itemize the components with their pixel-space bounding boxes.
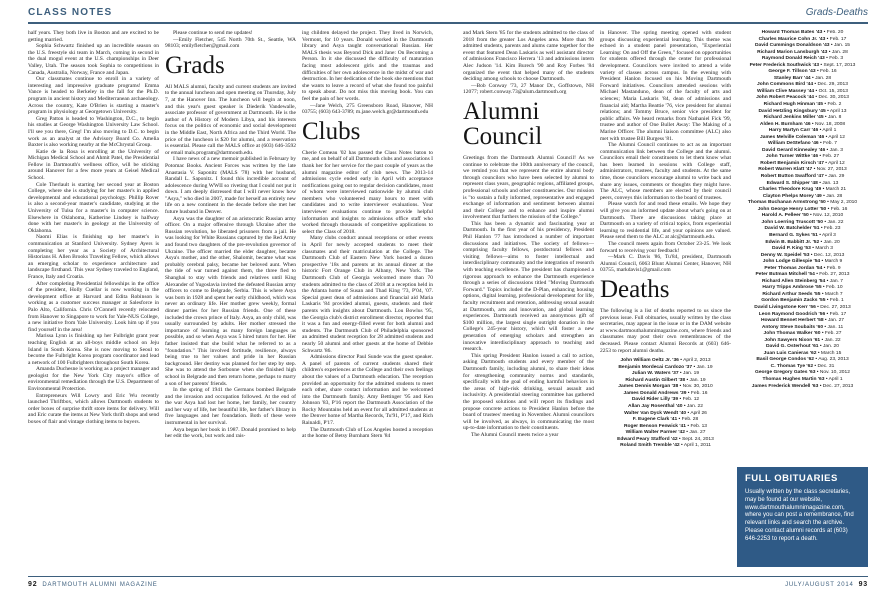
death-entry: Richard Jenkins Miller '45 • Jan. 8 [763, 115, 842, 121]
death-name: James Donald Andrews '39 [623, 390, 687, 396]
death-name: George Gregory Gates '63 [755, 370, 816, 376]
paragraph: half years. They both live in Boston and are excited to be getting married. [28, 30, 159, 43]
paragraph: Please continue to send me updates! [173, 30, 253, 36]
death-date: Feb. 13 [690, 423, 708, 429]
death-date: Sept. 17, 2013 [823, 62, 856, 68]
death-entry: Robert Button Swafford '47 • Jan. 29 [760, 174, 845, 180]
death-name: John Sawyers Nixon '61 [764, 337, 821, 343]
death-name: Antony Steve Soubaits '60 [761, 324, 824, 330]
death-entry: Denny W. Speidel '53 • Dec. 12, 2013 [760, 252, 845, 258]
death-date: Dec. 31 [817, 363, 835, 369]
death-entry: David Livingstone Kerr '56 • Dec. 27, 2013 [754, 304, 851, 310]
title-line: Council [463, 122, 543, 150]
death-entry: Harry Martyn Carr '46 • April 1 [768, 128, 837, 134]
death-name: Harry Tripps Ambrose '55 [762, 285, 822, 291]
death-entry: Edwin B. Babbitt Jr. '52 • Jan. 20 [765, 239, 840, 245]
death-date: Feb. 2 [827, 102, 842, 108]
death-entry: Peter Butman Mitchell '54 • Feb. 27, 2013 [755, 272, 850, 278]
death-name: Roland Smith Tremble '42 [620, 443, 680, 449]
death-entry: William DeStefano '46 • Feb. 7 [768, 141, 837, 147]
death-date: April 12 [828, 134, 845, 140]
death-date: Dec. 27, 2013 [820, 304, 851, 310]
death-date: Nov. 12, 2010 [813, 213, 844, 219]
death-entry: James Donald Andrews '39 • Feb. 16 [623, 390, 708, 396]
death-date: Feb. 9 [826, 265, 841, 271]
footer-right [785, 581, 868, 588]
death-entry: Roger Benson Fenwick '41 • Feb. 13 [623, 423, 708, 429]
deaths-intro: The following is a list of deaths reported to us since the previous issue. Full obituaries, usually written by the class secretaries, may appear in the issue or in the DAM website at www.dartmouthalumnimagazine.com, where friends and classmates may post their own remembrances of the deceased. Please contact Alumni Records at (603) 646-2253 to report alumni deaths. [600, 307, 731, 354]
death-date: Jan. 22 [824, 337, 841, 343]
death-name: David W. Batchelder '51 [764, 226, 820, 232]
paragraph: I have news of a new memoir published in February by Potomac Books. Ancient Forces was written by the late Anastasia V. Saponitz (MALS '78) with her husband, Randall L. Saponitz. I found this incredible account of adolescence during WWII so riveting that I could not put it down. I am deeply distressed that I will never know how "Asya," who died in 2007, made for herself an entirely new life on a new continent in the decade before she met her future husband in Denver. [165, 156, 296, 216]
death-name: Robert Button Swafford '47 [760, 174, 824, 180]
column-3 [302, 30, 433, 574]
death-name: Howard Thomas Bates '43 [761, 30, 823, 35]
contact-signature: —Emily Fletcher, 545 North 70th St., Seattle, WA 98103; emilyfletcher@gmail.com [165, 36, 296, 50]
death-entry: John Turner Wittke '46 • Feb. 27 [765, 154, 840, 160]
death-name: John William Oeltz Jr. '36 [620, 358, 679, 364]
death-date: Nov. 27, 2013 [816, 167, 847, 173]
death-name: Harold A. Pelleer '50 [761, 213, 809, 219]
death-entry: Howard Thomas Bates '43 • Feb. 20 [761, 30, 844, 35]
death-date: Jan. 27 [827, 318, 845, 324]
death-name: Richard Arthur Seeds '55 [762, 291, 821, 297]
death-date: Jan. 28 [826, 193, 843, 199]
death-name: Allan Jay Rosenthal '40 [628, 403, 683, 409]
death-date: Jan. 28 [815, 75, 832, 81]
death-name: David G. Osterhout '61 [765, 344, 819, 350]
death-entry: William Clive Massey '44 • Oct. 15, 2013 [757, 88, 848, 94]
death-entry: Richard Hugh Hinman '45 • Feb. 2 [763, 102, 842, 108]
death-date: March 9 [824, 259, 843, 265]
obituaries-box-title: FULL OBITUARIES [745, 473, 838, 484]
section-title-grads: Grads [165, 51, 225, 79]
paragraph: ing children delayed the project. They lived in Norwich, Vermont, for 10 years. Donald worked in the Dartmouth library and Asya taught conversational Russian. Her MALS thesis was Beyond Dick and Jane: On Becoming a Person. In it she discussed the difficulty of maturation facing most adolescent girls and the traumas and difficulties of her own adolescence in the midst of war and destruction. In her dedication of the book she mentions that she wants to leave a record of what she found too painful to speak about. Do not miss this moving book. You can feel the pain of her words. [302, 30, 433, 102]
paragraph: Amanda Duchesne is working as a project manager and geologist for the New York City mayor's office of environmental remediation through the U.S. Department of Environmental Protection. [28, 366, 159, 393]
death-entry: Charles Maurice Cohn Jr. '43 • Feb. 17 [758, 36, 847, 42]
death-entry: Alden H. Burnham '46 • Nov. 18, 2008 [759, 121, 846, 127]
paragraph: Admissions director Paul Sunde was the guest speaker. A panel of parents of current students shared their children's experiences at the College and their own feelings about the values of a Dartmouth education. The reception provided an opportunity for the admitted students to meet each other, share contact information and be welcomed into the Dartmouth family. Amy Bettinger '95 and Ken Johnson '83, P'16 report the Dartmouth Association of the Rocky Mountains held an event for all admitted students at the Denver home of Martha Records, Tu'91, P'17, and Rich Rainaldi, P'17. [302, 354, 433, 427]
death-name: David Livingstone Kerr '56 [754, 304, 816, 310]
death-entry: Thomas Hughes Martin '63 • April 1 [762, 376, 843, 382]
death-entry: Edward S. Shipper '48 • Jan. 13 [766, 180, 839, 186]
column-2 [165, 30, 296, 574]
paragraph: Marissa Lynn is finishing up her Fulbright grant year teaching English at an all-boys middle school on Jeju Island in South Korea. She is now moving to Seoul to become the Fulbright Korea program coordinator and lead a network of 100 Fulbrighters throughout South Korea. [28, 333, 159, 366]
death-entry: John Lodge Gillespie '54 • March 9 [762, 259, 843, 265]
death-date: Feb. 1 [829, 298, 844, 304]
death-entry: Roland Smith Tremble '42 • April 1, 2011 [620, 443, 711, 449]
death-entry: Richard Allen Steinberg '54 • Jan. 7 [762, 278, 843, 284]
death-date: Feb. 27 [824, 331, 842, 337]
paragraph: The Alumni Council continues to act as an important communication link between the College and the alumni. Councilors email their constituents to let them know what has been learned in sessions with College staff, administrators, trustees, faculty and students. At the same time, those councilors encourage alumni to write back and share any issues, comments or thoughts they might have. The ALC, whose members are elected by their council peers, conveys this information to the board of trustees. [600, 142, 731, 201]
death-entry: James Melville Coleman '46 • April 12 [760, 134, 845, 140]
death-date: Dec. 12, 2013 [813, 252, 845, 258]
death-date: March 15 [820, 350, 842, 356]
paragraph: Greetings from the Dartmouth Alumni Council! As we continue to celebrate the 100th anniversary of the council, we remind you that we represent the entire alumni body through councilors who have been selected by alumni to represent class years, geographic regions, affiliated groups, professional schools and other constituencies. Our mission is "to sustain a fully informed, representative and engaged exchange of information and sentiment between alumni and their College and to enhance and inspire alumni involvement that furthers the mission of the College." [463, 154, 594, 221]
death-date: April 2, 2013 [683, 358, 711, 364]
death-date: Feb. 16 [690, 390, 708, 396]
footer-left [28, 581, 158, 588]
paragraph: Naomi Elias is finishing up her master's in communication at Stanford University. Sydney Ayers is completing her year as a Society of Architectural Historians H. Allen Brooks Traveling Fellow, which allows an emerging scholar to experience architecture and landscape firsthand. This year Sydney traveled to England, France, Italy and Croatia. [28, 234, 159, 280]
death-entry: F. Eugene Clark '41 • Feb. 28 [632, 417, 699, 423]
death-date: Jan. 15 [833, 43, 851, 49]
death-date: Nov. 10, 2012 [819, 370, 850, 376]
top-rule [28, 22, 868, 24]
death-entry: George Gregory Gates '63 • Nov. 10, 2012 [755, 370, 850, 376]
death-date: Feb. 17 [829, 36, 847, 42]
death-date: Jan. 22 [686, 403, 703, 409]
death-name: Julian W. Waters '37 [631, 371, 679, 377]
death-entry: Charles Theodore Krug '49 • March 21 [758, 187, 847, 193]
death-date: Nov. 18, 2008 [814, 121, 846, 127]
section-header: CLASS NOTES [28, 7, 113, 18]
death-entry: Robert Benjamin Kirsch '47 • April 12 [760, 160, 845, 166]
death-name: John Robert Peacock '44 [756, 95, 815, 101]
death-name: Peter Frederick Southwick '43 [749, 62, 820, 68]
death-entry: John Thomas Walker '60 • Feb. 27 [763, 331, 842, 337]
death-name: William Walter Parmer '42 [625, 430, 685, 436]
contact-signature: —Bob Conway '73, 27 Manor Dr., Goffstown, NH 12077; robert.conway.73@alum.dartmouth.org [463, 82, 594, 96]
death-name: David P. King '53 [772, 246, 811, 252]
death-entry: Richard Arthur Seeds '55 • March 7 [762, 291, 843, 297]
death-entry: George F. Tillson '43 • Feb. 16 [768, 69, 837, 75]
death-entry: Peter Frederick Southwick '43 • Sept. 17, 2013 [749, 62, 856, 68]
death-name: William Clive Massey '44 [757, 88, 815, 94]
death-date: Jan. 29 [828, 174, 845, 180]
death-name: John Loerring Truscott '50 [761, 219, 823, 225]
death-name: Robert Warren Klatt '47 [758, 167, 813, 173]
paragraph: After completing Presidential fellowships in the office of the president, Holly Cuellar is now working in the development office at Harvard and Edita Robinson is working as a customer success manager at Salesforce in Palo Alto, California. Chris O'Connell recently relocated from Hanover to Singapore to work for Yale-NUS College, a new initiative from Yale University. Look him up if you find yourself in the area! [28, 280, 159, 333]
death-name: James Melville Coleman '46 [760, 134, 825, 140]
death-entry: Bernard G. Sykes '51 • April 3 [769, 232, 836, 238]
death-entry: Edward Peary Stafford '42 • Sept. 24, 2013 [617, 436, 714, 442]
death-name: Richard Allen Steinberg '54 [762, 278, 826, 284]
death-name: John Thomas Walker '60 [763, 331, 821, 337]
death-name: David Gerard Kinnealey '46 [762, 147, 826, 153]
paragraph: Katie de la Rosa is enrolling at the University of Michigan Medical School and Ahmit Patel, the Presidential Fellow in Dartmouth's wellness office, will be sticking around Hanover for a few more years at Geisel Medical School. [28, 148, 159, 182]
death-date: Nov. 30, 2010 [682, 384, 713, 390]
section-title-alumni-council [463, 99, 594, 149]
section-title-deaths: Deaths [600, 275, 670, 303]
page-subheader: Grads-Deaths [805, 7, 868, 18]
death-entry: Juan Luis Canieras '62 • March 15 [763, 350, 842, 356]
death-name: Basil George Condos '62 [756, 357, 815, 363]
death-date: March 21 [825, 187, 847, 193]
death-entry: Harold A. Pelleer '50 • Nov. 12, 2010 [761, 213, 844, 219]
death-date: April 13 [829, 108, 847, 114]
paragraph: Greg Patton is headed to Washington, D.C., to begin his studies at George Washington University Law School. I'll see you there, Greg! I'm also moving to D.C. to begin work as an analyst at the Advisory Board Co. Amelia Baxter is also working nearby at the McChrystal Group. [28, 115, 159, 149]
death-date: Feb. 27 [822, 154, 840, 160]
death-entry: Howard Bennet Herbert '58 • Jan. 27 [760, 318, 845, 324]
paragraph: Cole Therlault is starting her second year at Boston College, where she is studying for her master's in applied developmental and educational psychology. Phillip Rover is also a second-year master's candidate, studying at the University of Tulsa for a master's in computer science. Elsewhere in Oklahoma, Katherine Lindsey is halfway done with her master's in geology at the University of Oklahoma. [28, 181, 159, 234]
paragraph: The Dartmouth Club of Los Angeles hosted a reception at the home of Betsy Burnham Stern '84 [302, 426, 433, 440]
paragraph: Many clubs conduct annual receptions or other events in April for newly accepted students to meet their classmates and their matriculation at the College. The Dartmouth Club of Eastern New York hosted a dozen prospective '18s and parents at its annual dinner at the historic Fort Orange Club in Albany, New York. The Dartmouth Club of Georgia welcomed more than 70 students admitted to the class of 2018 at a reception held in the Atlanta home of Susan and Thad King '73, P'04, '07. Special guest dean of admissions and financial aid Maria Laskaris '84 provided alumni, guests, students and their parents with insights about Dartmouth. Lou Bowlus '95, the Georgia club's district enrollment director, reported that it was a fun and energy-filled event for both alumni and students. The Dartmouth Club of Philadelphia sponsored an admitted student reception for 28 admitted students and nearly 50 alumni and other guests at the home of Debbie Schwartz '86. [302, 235, 433, 354]
death-entry: Stanley Barr '44 • Jan. 28 [773, 75, 832, 81]
paragraph: Our classmates continue to enroll in a variety of interesting and impressive graduate programs! Emma Vance is headed to Berkeley in the fall for the Ph.D. program in ancient history and Mediterranean archaeology. Across the country, Kate O'Brien is starting a master's program in physiology at Georgetown University. [28, 76, 159, 116]
death-name: David Rider Lilly '39 [631, 397, 679, 403]
death-date: April 3 [822, 232, 836, 238]
death-date: April 26 [690, 410, 707, 416]
column-4 [463, 30, 594, 574]
death-date: May 2, 2010 [830, 200, 858, 206]
death-date: Feb. 16 [820, 69, 837, 75]
death-name: David Hetzling Kingsbury '45 [758, 108, 826, 114]
obituaries-box-text: Usually written by the class secretaries, may be found at our website, www.dartmouthalumnimagazine.com, where you can post a remembrance, find relevant links and search the archive. Please contact alumni records at (603) 646-2253 to report a death. [745, 489, 854, 542]
section-title-clubs: Clubs [302, 117, 361, 145]
death-entry: John George Henry Lotter '50 • Feb. 16 [757, 206, 848, 212]
death-entry: John Loerring Truscott '50 • Jan. 22 [761, 219, 844, 225]
death-date: Feb. 17 [829, 311, 847, 317]
death-entry: Walter Van Dyck Wendt '40 • April 26 [624, 410, 707, 416]
death-date: Feb. 16 [830, 206, 848, 212]
contact-signature: —Jane Welch, 275 Greensboro Road, Hanover, NH 03755; (603) 643-3789; m.jane.welch.gr@dartmouth.edu [302, 102, 433, 116]
death-entry: Peter Thomas Jordan '54 • Feb. 9 [764, 265, 841, 271]
deaths-list [600, 358, 731, 450]
death-date: Jan. 11 [827, 324, 844, 330]
death-date: Feb. 27, 2013 [819, 272, 850, 278]
death-name: David Cummings Donaldson '43 [754, 43, 830, 49]
column-1 [28, 30, 159, 574]
death-name: Peter Thomas Jordan '54 [764, 265, 823, 271]
death-entry: David Hetzling Kingsbury '45 • April 13 [758, 108, 847, 114]
death-name: Roger Benson Fenwick '41 [623, 423, 686, 429]
death-entry: Antony Steve Soubaits '60 • Jan. 11 [761, 324, 844, 330]
death-date: Dec. 29, 2013 [817, 82, 848, 88]
death-entry: John Sawyers Nixon '61 • Jan. 22 [764, 337, 841, 343]
death-date: Feb. 3 [829, 56, 844, 62]
death-entry: Gordon Benjamin Zacks '55 • Feb. 1 [761, 298, 844, 304]
death-entry: Clayton Phelps Morey '49 • Jan. 28 [762, 193, 843, 199]
death-date: Jan. 22 [827, 219, 844, 225]
death-name: C. Thomas Tye '62 [770, 363, 814, 369]
death-name: Peter Butman Mitchell '54 [755, 272, 815, 278]
death-entry: David Cummings Donaldson '43 • Jan. 15 [754, 43, 851, 49]
death-name: Leon Raymond Goodrich '56 [758, 311, 826, 317]
paragraph: This has been a dynamic and fascinating year at Dartmouth. In the first year of his presidency, President Phil Hanlon '77 has introduced a number of important discussions and initiatives. The society of fellows—comprising faculty fellows, postdoctoral fellows and visiting fellows—aims to foster intellectual and interdisciplinary community and the integration of research with teaching excellence. The president has championed a rigorous approach to enhance the Dartmouth experience through a series of discussions titled "Moving Dartmouth Forward." Topics included the D-Plan, enhancing housing options, digital learning, professional development for life, faculty recruitment and retention, addressing sexual assault at Dartmouth, arts and innovation, and global learning experiences. Dartmouth received an anonymous gift of $100 million, the largest single outright donation in the College's 245-year history, which will foster a new generation of emerging scholars and strengthen an innovative interdisciplinary approach to teaching and research. [463, 220, 594, 353]
death-date: Feb. 23 [823, 226, 841, 232]
death-entry: Leon Raymond Goodrich '56 • Feb. 17 [758, 311, 847, 317]
death-entry: Richard Marion Lansburgh '43 • Jan. 28 [757, 49, 848, 55]
death-entry: James Dennis Morgan '38 • Nov. 30, 2010 [618, 384, 713, 390]
death-date: Feb. 10 [826, 285, 843, 291]
death-entry: Basil George Condos '62 • Aug. 23, 2013 [756, 357, 849, 363]
death-date: Jan. 7 [829, 278, 843, 284]
death-entry: David W. Batchelder '51 • Feb. 23 [764, 226, 841, 232]
death-entry: Julian W. Waters '37 • Jan. 19 [631, 371, 700, 377]
title-line: Alumni [463, 97, 540, 125]
death-name: Gordon Benjamin Zacks '55 [761, 298, 826, 304]
death-entry: John Commons Bird '44 • Dec. 29, 2013 [757, 82, 848, 88]
death-name: Thomas Buchanan Armstrong '50 [747, 200, 826, 206]
death-entry: David P. King '53 • March 3 [772, 246, 833, 252]
death-entry: David Rider Lilly '39 • Feb. 12 [631, 397, 700, 403]
death-date: April 1, 2011 [683, 443, 711, 449]
death-entry: Richard Austin Gilbert '38 • Jan. 19 [625, 377, 706, 383]
contact-signature: —Mark C. Davis '86, Tu'84, president, Dartmouth Alumni Council, 6063 Blunt Alumni Center, Hanover, NH 03755, markdavis1@gmail.com [600, 254, 731, 274]
death-name: Clayton Phelps Morey '49 [762, 193, 822, 199]
footer-magazine-title: DARTMOUTH ALUMNI MAGAZINE [42, 582, 158, 588]
death-name: F. Eugene Clark '41 [632, 417, 678, 423]
bottom-rule [28, 576, 868, 577]
death-name: Edwin B. Babbitt Jr. '52 [765, 239, 820, 245]
death-date: Jan. 19 [689, 377, 706, 383]
death-entry: William Walter Parmer '42 • Jan. 27 [625, 430, 706, 436]
death-date: Feb. 28 [681, 417, 699, 423]
paragraph: In the spring of 1941 the Germans bombed Belgrade and the invasion and occupation followed. At the end of the war Asya had lost her home, her family, her country and her way of life, her beautiful life, her father's library in five languages and her foundation. Both of these were instrumental in her survival. [165, 387, 296, 427]
paragraph: and Mark Stern '85 for the students admitted to the class of 2018 from the greater Los Angeles area. More than 90 admitted students, parents and alums came together for the event that featured Dean Laskaris as well assistant director of admissions Francisco Herrera '13 and admissions intern Alec Judson '14. Kim Burech '90 and Roy Forbes '84 organized the event that helped many of the students deciding among schools to choose Dartmouth. [463, 30, 594, 83]
death-entry: Harry Tripps Ambrose '55 • Feb. 10 [762, 285, 843, 291]
death-date: Jan. 19 [683, 371, 700, 377]
death-name: John Commons Bird '44 [757, 82, 814, 88]
death-date: Jan. 27 [689, 430, 706, 436]
paragraph: Entrepreneurs Will Lowry and Eric Wu recently launched Thriftbox, which allows Dartmouth students to order boxes of surprise thrift store items for delivery. Will and Eric curate the items at New York thrift shops and send boxes of flair and vintage clothing items to buyers. [28, 392, 159, 426]
paragraph: Cherie Comeau '02 has passed the Class Notes baton to me, and on behalf of all Dartmouth clubs and associations I thank her for her service for the past couple of years as the alumni magazine editor of club news. The 2013-14 admissions cycle ended early in April with acceptance notifications going out to regular decision candidates, most of whom were interviewed nationwide by alumni club members who volunteered many hours to meet with candidates and to write interviewer evaluations. Your interviewer evaluations continue to provide helpful information and insights to admissions office staff who worked through thousands of competitive applications to select the Class of 2018. [302, 149, 433, 235]
death-name: George F. Tillson '43 [768, 69, 816, 75]
death-date: April 12 [828, 160, 845, 166]
death-date: Aug. 23, 2013 [818, 357, 849, 363]
death-date: Feb. 12 [682, 397, 700, 403]
death-date: Sept. 24, 2013 [682, 436, 714, 442]
death-entry: Raymond Donald Reich '43 • Feb. 3 [761, 56, 844, 62]
death-name: Edward S. Shipper '48 [766, 180, 818, 186]
page-number: 93 [858, 581, 868, 588]
death-entry: John Robert Peacock '44 • Dec. 30, 2013 [756, 95, 849, 101]
death-entry: David G. Osterhout '61 • Jan. 20 [765, 344, 839, 350]
death-name: John Turner Wittke '46 [765, 154, 819, 160]
deaths-list [737, 30, 868, 390]
page-number: 92 [28, 581, 38, 588]
death-entry: Thomas Buchanan Armstrong '50 • May 2, 2010 [747, 200, 858, 206]
death-date: Jan. 19 [696, 364, 713, 370]
death-date: Jan. 28 [831, 49, 848, 55]
death-name: William DeStefano '46 [768, 141, 819, 147]
death-name: Richard Austin Gilbert '38 [625, 377, 686, 383]
death-date: March 7 [824, 291, 843, 297]
death-name: John Lodge Gillespie '54 [762, 259, 821, 265]
paragraph: Asya began her book in 1987. Donald promised to help her edit the work, but work and rais- [165, 426, 296, 440]
death-date: Jan. 20 [823, 239, 840, 245]
death-name: Edward Peary Stafford '42 [617, 436, 678, 442]
death-entry: David Gerard Kinnealey '46 • Jan. 3 [762, 147, 843, 153]
death-name: Raymond Donald Reich '43 [761, 56, 825, 62]
death-date: March 3 [815, 246, 833, 252]
paragraph: All MALS alumni, faculty and current students are invited to the annual luncheon and open meeting on Thursday, July 7, at the Hanover Inn. The luncheon will begin at noon, and this year's guest speaker is Diederik Vandewalle, associate professor of government at Dartmouth. He is the author of A History of Modern Libya, and his interests focus on the politics of economic and social development in the Middle East, North Africa and the Third World. The price of the luncheon is $20 for alumni, and a reservation is essential. Please call the MALS office at (603) 646-3592 or email mals.program@dartmouth.edu. [165, 83, 296, 156]
death-date: Oct. 15, 2013 [818, 88, 848, 94]
death-name: John George Henry Lotter '50 [757, 206, 827, 212]
death-name: Richard Jenkins Miller '45 [763, 115, 824, 121]
footer-issue-date: JULY/AUGUST 2014 [785, 582, 854, 588]
death-name: James Frederick Wendell '63 [751, 383, 819, 389]
paragraph: Please watch for and read these emails. We hope they will give you an informed update about what's going on at Dartmouth. There are discussions taking place at Dartmouth on a variety of critical topics, from experiential learning to residential life, and your opinions are valued. Please send them to the ALC at alc@dartmouth.edu. [600, 201, 731, 241]
paragraph: in Hanover. The spring meeting opened with student groups discussing experiential learning. This theme was echoed in a student panel presentation, "Experiential Learning: On and Off the Green," focused on opportunities for students offered through the center for professional development. Councilors were invited to attend a wide variety of classes across campus. In the evening with President Hanlon focused on his Moving Dartmouth Forward initiatives. Councilors attended sessions with Michael Mastanduno, dean of the faculty of arts and sciences; Maria Laskaris '84, dean of admissions and financial aid; Martha Beattie '76, vice president for alumni relations; and Tommy Bruce, senior vice president for public affairs. We heard remarks from Nathaniel Fick '99, trustee and author of One Bullet Away: The Making of a Marine Officer. The alumni liaison committee (ALC) also met with trustee Bill Burgess '81. [600, 30, 731, 142]
death-entry: Robert Warren Klatt '47 • Nov. 27, 2013 [758, 167, 847, 173]
death-date: Dec. 30, 2013 [818, 95, 849, 101]
paragraph: This spring President Hanlon issued a call to action, asking Dartmouth students and every member of the Dartmouth family, including alumni, to share their ideas for strengthening community norms and standards, specifically with the goal of ending harmful behaviors in the areas of high-risk drinking, sexual assault and inclusivity. A presidential steering committee has gathered the proposed solutions and will report its findings and propose concrete actions to President Hanlon before the board of trustees' meeting in November. Alumni councilors will be involved, as always, in communicating the most up-to-date information to their constituents. [463, 352, 594, 432]
death-date: Jan. 8 [827, 115, 842, 121]
death-entry: Allan Jay Rosenthal '40 • Jan. 22 [628, 403, 703, 409]
death-name: Howard Bennet Herbert '58 [760, 318, 824, 324]
death-date: Jan. 13 [822, 180, 839, 186]
death-date: Feb. 20 [826, 30, 844, 35]
death-date: Dec. 27, 2013 [822, 383, 854, 389]
death-name: Alden H. Burnham '46 [759, 121, 811, 127]
death-entry: James Frederick Wendell '63 • Dec. 27, 2013 [751, 383, 854, 389]
death-date: Jan. 20 [822, 344, 839, 350]
death-name: James Dennis Morgan '38 [618, 384, 679, 390]
death-name: Charles Maurice Cohn Jr. '43 [758, 36, 826, 42]
death-name: Robert Benjamin Kirsch '47 [760, 160, 824, 166]
death-date: Feb. 7 [823, 141, 837, 147]
death-entry: Benjamin Mordecai Cardozo '37 • Jan. 19 [618, 364, 713, 370]
death-name: Stanley Barr '44 [773, 75, 811, 81]
death-date: April 1 [828, 376, 843, 382]
death-name: Richard Hugh Hinman '45 [763, 102, 823, 108]
death-name: Richard Marion Lansburgh '43 [757, 49, 828, 55]
death-name: Walter Van Dyck Wendt '40 [624, 410, 687, 416]
death-name: Harry Martyn Carr '46 [768, 128, 819, 134]
death-name: Charles Theodore Krug '49 [758, 187, 822, 193]
death-name: Juan Luis Canieras '62 [763, 350, 817, 356]
death-entry: C. Thomas Tye '62 • Dec. 31 [770, 363, 835, 369]
death-date: Jan. 3 [829, 147, 843, 153]
death-name: Thomas Hughes Martin '63 [762, 376, 825, 382]
paragraph: The council meets again from October 23-25. We look forward to receiving your feedback! [600, 241, 731, 254]
column-6 [737, 30, 868, 462]
death-entry: John William Oeltz Jr. '36 • April 2, 2013 [620, 358, 711, 364]
death-name: Denny W. Speidel '53 [760, 252, 810, 258]
column-5 [600, 30, 731, 574]
full-obituaries-box [737, 467, 868, 567]
paragraph: Asya was the daughter of an aristocratic Russian army officer. On a major offensive through Ukraine after the Russian revolution, he liberated prisoners from a jail. He was looking for White Russians captured by the Red Army and found two daughters of the pre-revolution governor of Ukraine. The officer married the elder daughter, became Asya's mother, and the other, Shalomit, became what was probably cerebral palsy, became her beloved aunt. When the tide of war turned against them, the three fled to Shanghai to stay with friends and relatives until King Alexander of Yugoslavia invited the defeated Russian army officers to come to Belgrade, Serbia. This is where Asya was born in 1928 and spent her early childhood, which was never an ordinary life. Her mother grew weekly, formal dinner parties for her Russian friends. One of these included the crown prince of Italy. Asya, an only child, was usually surrounded by adults. Her mother stressed the importance of learning as many foreign languages as possible, and so when Asya was 5 hired tutors for her. Her father insisted that she build what he referred to as a "foundation." This involved fortitude, resilience, always being true to her values and pride in her Russian background. Her destiny was planned for her step by step. She was to attend the Sorbonne when she finished high school in Belgrade and then return home, perhaps to marry a son of her parents' friends. [165, 215, 296, 387]
death-name: Benjamin Mordecai Cardozo '37 [618, 364, 693, 370]
death-name: Bernard G. Sykes '51 [769, 232, 818, 238]
death-date: April 1 [822, 128, 837, 134]
paragraph: The Alumni Council meets twice a year [471, 431, 559, 438]
paragraph: Sophia Schwartz finished up an incredible season on the U.S. freestyle ski team in March, coming in second in the dual mogul event at the U.S. championships in Deer Valley, Utah. The season took Sophia to competitions in Canada, Australia, Norway, France and Japan. [28, 43, 159, 76]
